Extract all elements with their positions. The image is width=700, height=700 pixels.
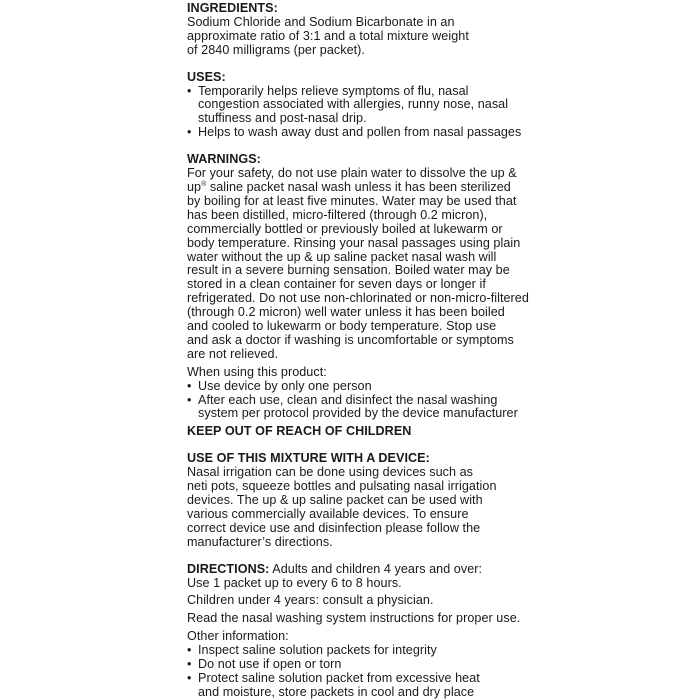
bullet-line: system per protocol provided by the device manufacturer bbox=[198, 406, 518, 421]
brand-text: up bbox=[187, 179, 202, 194]
warnings-line: and cooled to lukewarm or body temperature. Stop use bbox=[187, 319, 497, 334]
device-use-line: correct device use and disinfection please follow the bbox=[187, 520, 481, 535]
uses-section bbox=[187, 69, 522, 141]
when-using-bullet-item bbox=[187, 380, 517, 394]
warnings-line: refrigerated. Do not use non-chlorinated or non-micro-filtered bbox=[187, 291, 529, 306]
warnings-line: and ask a doctor if washing is uncomfortable or symptoms bbox=[187, 332, 514, 347]
ingredients-line: approximate ratio of 3:1 and a total mixture weight bbox=[187, 28, 469, 43]
warnings-line: water without the up & up saline packet nasal wash will bbox=[187, 249, 497, 264]
bullet-line: • Helps to wash away dust and pollen from nasal passages bbox=[198, 125, 522, 140]
warnings-line: commercially bottled or previously boiled at lukewarm or bbox=[187, 221, 503, 236]
other-info-bullet-item bbox=[187, 658, 517, 672]
device-use-heading: USE OF THIS MIXTURE WITH A DEVICE: bbox=[187, 451, 430, 466]
device-use-line: devices. The up & up saline packet can be used with bbox=[187, 493, 483, 507]
device-use-line: Nasal irrigation can be done using devices such as bbox=[187, 465, 474, 480]
bullet-line: • Use device by only one person bbox=[198, 378, 372, 393]
directions-read-line: Read the nasal washing system instructions for proper use. bbox=[187, 611, 521, 626]
warnings-heading: WARNINGS: bbox=[187, 152, 261, 167]
directions-children-line: Children under 4 years: consult a physician. bbox=[187, 593, 434, 608]
warnings-line: For your safety, do not use plain water to dissolve the up & bbox=[187, 166, 517, 181]
when-using-label: When using this product: bbox=[187, 364, 327, 379]
warnings-line: result in a severe burning sensation. Boiled water may be bbox=[187, 263, 510, 278]
directions-line: Use 1 packet up to every 6 to 8 hours. bbox=[187, 575, 402, 590]
other-info-bullet-item bbox=[187, 672, 517, 700]
warnings-line bbox=[187, 181, 517, 195]
warnings-line: by boiling for at least five minutes. Water may be used that bbox=[187, 193, 517, 208]
directions-heading-rest: Adults and children 4 years and over: bbox=[269, 561, 483, 576]
other-information-label: Other information: bbox=[187, 629, 289, 644]
ingredients-line: Sodium Chloride and Sodium Bicarbonate in an bbox=[187, 14, 455, 29]
device-use-line: various commercially available devices. To ensure bbox=[187, 506, 469, 521]
device-use-line: neti pots, squeeze bottles and pulsating nasal irrigation bbox=[187, 479, 497, 494]
bullet-line: • Temporarily helps relieve symptoms of flu, nasal bbox=[198, 83, 469, 98]
warnings-line: body temperature. Rinsing your nasal passages using plain bbox=[187, 235, 521, 250]
ingredients-heading: INGREDIENTS: bbox=[187, 1, 278, 15]
device-use-line: manufacturer’s directions. bbox=[187, 534, 333, 549]
bullet-line: • Do not use if open or torn bbox=[198, 657, 342, 672]
bullet-line: • Protect saline solution packet from excessive heat bbox=[198, 670, 480, 685]
warnings-line: are not relieved. bbox=[187, 346, 279, 361]
directions-first-line bbox=[187, 563, 517, 577]
bullet-line: • After each use, clean and disinfect the nasal washing bbox=[198, 392, 498, 407]
warnings-line: (through 0.2 micron) well water unless it has been boiled bbox=[187, 305, 505, 320]
warnings-section bbox=[187, 152, 529, 439]
registered-mark: ® bbox=[201, 180, 207, 188]
ingredients-section bbox=[187, 2, 517, 58]
uses-heading: USES: bbox=[187, 69, 226, 84]
bullet-line: congestion associated with allergies, runny nose, nasal bbox=[198, 97, 509, 112]
warnings-line-text: saline packet nasal wash unless it has been sterilized bbox=[206, 179, 511, 194]
warnings-line: stored in a clean container for seven days or longer if bbox=[187, 277, 486, 292]
directions-section bbox=[187, 561, 521, 700]
directions-heading: DIRECTIONS: bbox=[187, 561, 270, 576]
bullet-line: • Inspect saline solution packets for integrity bbox=[198, 643, 437, 658]
uses-bullet-item bbox=[187, 85, 517, 127]
device-use-section bbox=[187, 452, 517, 549]
bullet-line: stuffiness and post-nasal drip. bbox=[198, 111, 367, 126]
other-info-bullet-item bbox=[187, 644, 517, 658]
label-text-column bbox=[187, 1, 529, 700]
uses-bullet-item bbox=[187, 125, 522, 140]
when-using-bullet-item bbox=[187, 394, 517, 422]
warnings-line: has been distilled, micro-filtered (through 0.2 micron), bbox=[187, 207, 488, 222]
keep-out-of-reach-heading: KEEP OUT OF REACH OF CHILDREN bbox=[187, 424, 412, 439]
ingredients-line: of 2840 milligrams (per packet). bbox=[187, 42, 365, 57]
bullet-line: and moisture, store packets in cool and dry place bbox=[198, 684, 475, 699]
